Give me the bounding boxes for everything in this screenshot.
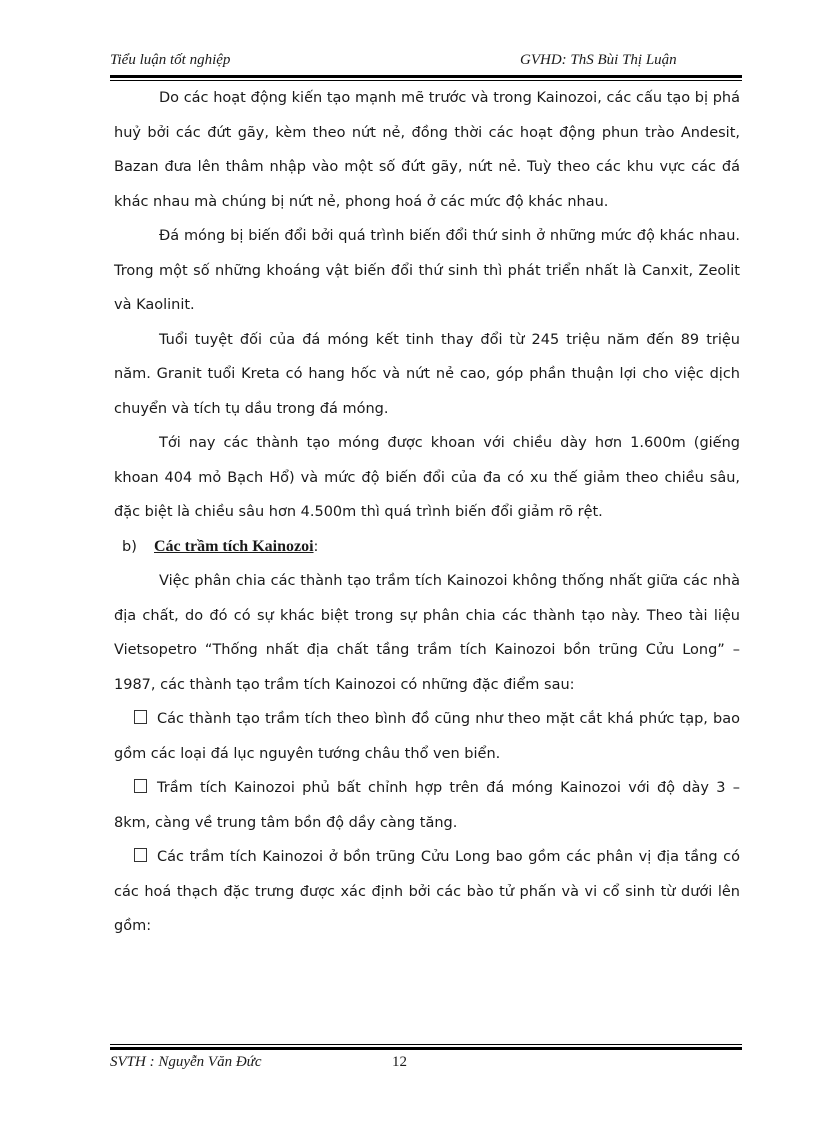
bullet-text: Các trầm tích Kainozoi ở bồn trũng Cửu Long bao gồm các phân vị địa tầng có các hoá thạch đặc trưng được xác định bởi các bào tử phấn và vi cổ sinh từ dưới lên gồm:: [114, 849, 740, 934]
bullet-text: Trầm tích Kainozoi phủ bất chỉnh hợp trên đá móng Kainozoi với độ dày 3 – 8km, càng về trung tâm bồn độ dầy càng tăng.: [114, 780, 740, 831]
paragraph: Việc phân chia các thành tạo trầm tích Kainozoi không thống nhất giữa các nhà địa chất, do đó có sự khác biệt trong sự phân chia các thành tạo này. Theo tài liệu Vietsopetro “Thống nhất địa chất tầng trầm tích Kainozoi bồn trũng Cửu Long” – 1987, các thành tạo trầm tích Kainozoi có những đặc điểm sau:: [114, 573, 740, 693]
bullet-item: [114, 702, 740, 771]
footer-rule-thick: [110, 1047, 742, 1050]
footer-rule-thin: [110, 1044, 742, 1045]
page-header: [110, 52, 742, 72]
page-footer: [110, 1054, 742, 1074]
bullet-text: Các thành tạo trầm tích theo bình đồ cũng như theo mặt cắt khá phức tạp, bao gồm các loại đá lục nguyên tướng châu thổ ven biển.: [114, 711, 740, 762]
section-heading: [114, 530, 740, 565]
section-label: b): [122, 538, 137, 555]
checkbox-bullet-icon: [134, 779, 147, 793]
paragraph: Tuổi tuyệt đối của đá móng kết tinh thay đổi từ 245 triệu năm đến 89 triệu năm. Granit tuổi Kreta có hang hốc và nứt nẻ cao, góp phần thuận lợi cho việc dịch chuyển và tích tụ dầu trong đá móng.: [114, 331, 740, 417]
header-advisor: GVHD: ThS Bùi Thị Luận: [520, 52, 677, 68]
footer-rule: [110, 1044, 742, 1050]
footer-author: SVTH : Nguyễn Văn Đức: [110, 1054, 262, 1070]
paragraph: Đá móng bị biến đổi bởi quá trình biến đổi thứ sinh ở những mức độ khác nhau. Trong một số những khoáng vật biến đổi thứ sinh thì phát triển nhất là Canxit, Zeolit và Kaolinit.: [114, 228, 740, 313]
header-rule-thick: [110, 75, 742, 78]
bullet-item: [114, 840, 740, 944]
checkbox-bullet-icon: [134, 710, 147, 724]
bullet-item: [114, 771, 740, 840]
header-title: Tiểu luận tốt nghiệp: [110, 52, 231, 68]
paragraph: Do các hoạt động kiến tạo mạnh mẽ trước và trong Kainozoi, các cấu tạo bị phá huỷ bởi các đứt gãy, kèm theo nứt nẻ, đồng thời các hoạt động phun trào Andesit, Bazan đưa lên thâm nhập vào một số đứt gãy, nứt nẻ. Tuỳ theo các khu vực các đá khác nhau mà chúng bị nứt nẻ, phong hoá ở các mức độ khác nhau.: [114, 90, 740, 210]
page-number: 12: [392, 1054, 407, 1070]
section-colon: :: [313, 538, 319, 555]
section-title: Các trầm tích Kainozoi: [154, 537, 314, 555]
checkbox-bullet-icon: [134, 848, 147, 862]
paragraph: Tới nay các thành tạo móng được khoan với chiều dày hơn 1.600m (giếng khoan 404 mỏ Bạch Hổ) và mức độ biến đổi của đa có xu thế giảm theo chiều sâu, đặc biệt là chiều sâu hơn 4.500m thì quá trình biến đổi giảm rõ rệt.: [114, 435, 740, 520]
page-body: [114, 81, 740, 944]
